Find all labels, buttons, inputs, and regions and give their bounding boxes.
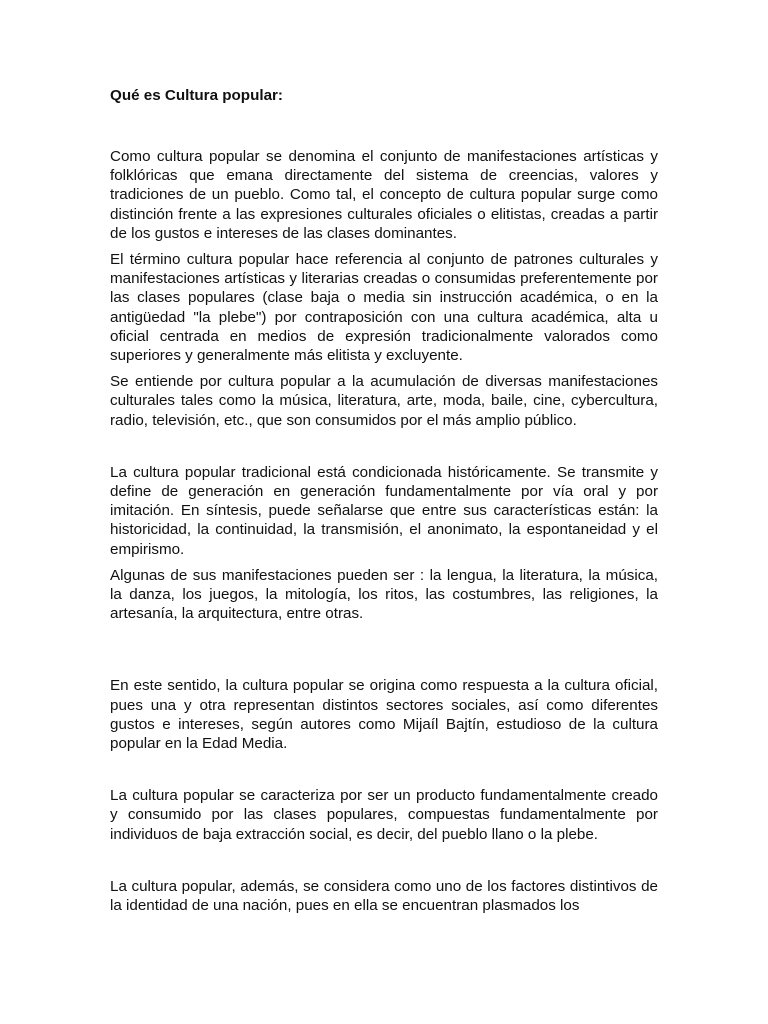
paragraph-8: La cultura popular, además, se considera como uno de los factores distintivos de la identidad de una nación, pues en ella se encuentran plasmados los (110, 877, 658, 915)
document-body (110, 86, 658, 915)
paragraph-7: La cultura popular se caracteriza por ser un producto fundamentalmente creado y consumido por las clases populares, compuestas fundamentalmente por individuos de baja extracción social, es decir, del pueblo llano o la plebe. (110, 787, 658, 843)
paragraph-1: Como cultura popular se denomina el conjunto de manifestaciones artísticas y folklóricas que emana directamente del sistema de creencias, valores y tradiciones de un pueblo. Como tal, el concepto de cultura popular surge como distinción frente a las expresiones culturales oficiales o elitistas, creadas a partir de los gustos e intereses de las clases dominantes. (110, 148, 658, 242)
document-title: Qué es Cultura popular: (110, 87, 283, 104)
paragraph-3: Se entiende por cultura popular a la acumulación de diversas manifestaciones culturales tales como la música, literatura, arte, moda, baile, cine, cybercultura, radio, televisión, etc., que son consumidos por el más amplio público. (110, 373, 658, 429)
paragraph-2: El término cultura popular hace referencia al conjunto de patrones culturales y manifestaciones artísticas y literarias creadas o consumidas preferentemente por las clases populares (clase baja o media sin instrucción académica, o en la antigüedad "la plebe") por contraposición con una cultura académica, alta u oficial centrada en medios de expresión tradicionalmente valorados como superiores y generalmente más elitista y excluyente. (110, 251, 658, 365)
paragraph-6: En este sentido, la cultura popular se origina como respuesta a la cultura oficial, pues una y otra representan distintos sectores sociales, así como diferentes gustos e intereses, según autores como Mijaíl Bajtín, estudioso de la cultura popular en la Edad Media. (110, 677, 658, 753)
paragraph-5: Algunas de sus manifestaciones pueden ser : la lengua, la literatura, la música, la danza, los juegos, la mitología, los ritos, las costumbres, las religiones, la artesanía, la arquitectura, entre otras. (110, 566, 658, 623)
paragraph-4: La cultura popular tradicional está condicionada históricamente. Se transmite y define de generación en generación fundamentalmente por vía oral y por imitación. En síntesis, puede señalarse que entre sus características están: la historicidad, la continuidad, la transmisión, el anonimato, la espontaneidad y el empirismo. (110, 463, 658, 558)
